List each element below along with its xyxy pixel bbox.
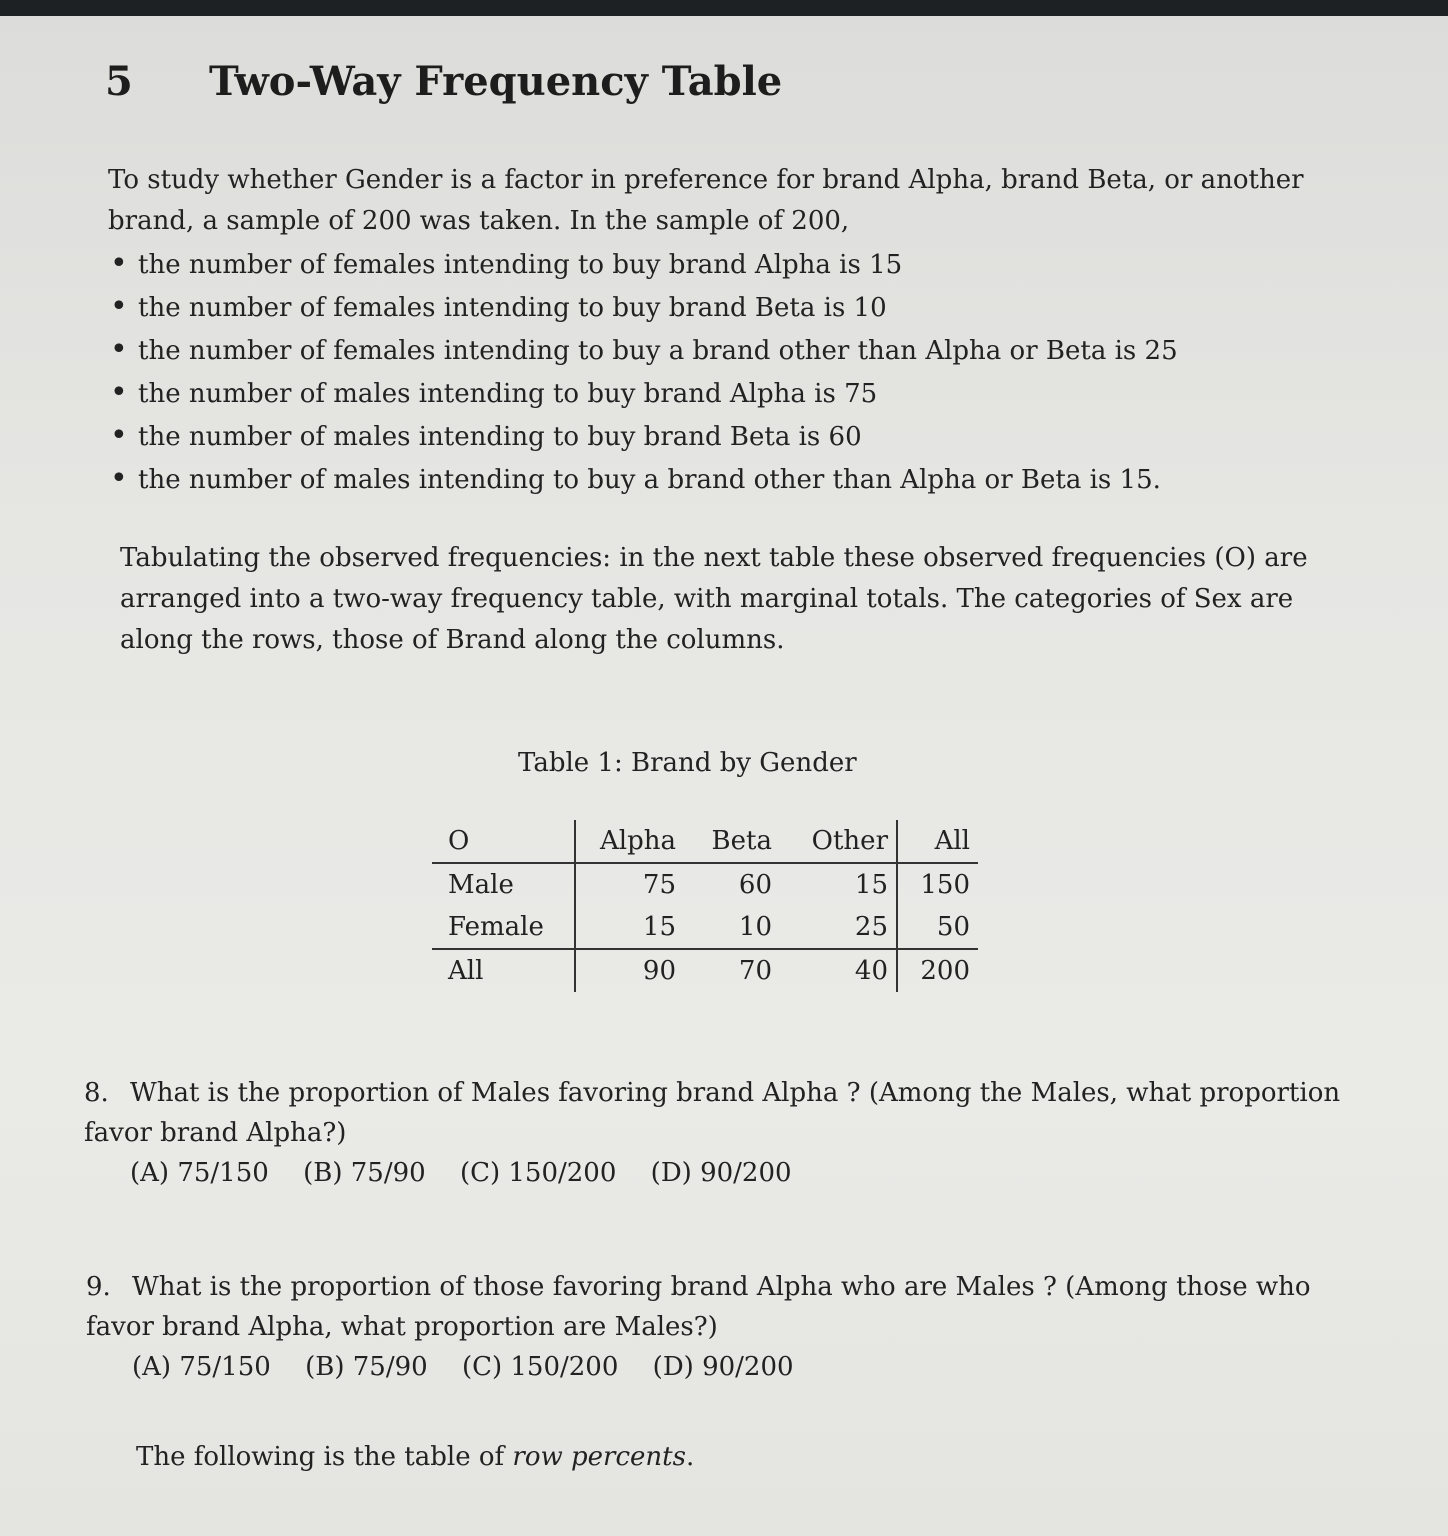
question-8 xyxy=(84,1073,1384,1193)
option-a[interactable]: (A) 75/150 xyxy=(132,1352,271,1382)
row-label: Female xyxy=(432,906,575,949)
table-cell: 200 xyxy=(920,956,970,986)
question-number: 9. xyxy=(86,1272,111,1302)
intro-paragraph: To study whether Gender is a factor in preference for brand Alpha, brand Beta, or another brand, a sample of 200 was taken. In the sample of 200, xyxy=(108,165,1304,236)
row-label: Male xyxy=(432,863,575,906)
list-item: • the number of males intending to buy brand Alpha is 75 xyxy=(110,372,1178,415)
header-beta: Beta xyxy=(711,826,772,856)
answer-options xyxy=(84,1153,1384,1193)
answer-options xyxy=(86,1347,1386,1387)
footer-emphasis: row percents xyxy=(512,1442,686,1472)
header-all: All xyxy=(934,826,970,856)
footer-sentence xyxy=(136,1442,694,1472)
section-title: Two-Way Frequency Table xyxy=(209,58,783,105)
frequency-table xyxy=(432,820,978,992)
footer-prefix: The following is the table of xyxy=(136,1442,513,1472)
header-other: Other xyxy=(780,820,897,863)
table-cell: 60 xyxy=(738,870,772,900)
list-item: • the number of males intending to buy brand Beta is 60 xyxy=(110,415,1178,458)
list-item: • the number of males intending to buy a brand other than Alpha or Beta is 15. xyxy=(110,458,1178,501)
table-cell: 50 xyxy=(936,912,970,942)
option-c[interactable]: (C) 150/200 xyxy=(461,1352,619,1382)
table-header-row xyxy=(432,820,978,863)
list-item: • the number of females intending to buy a brand other than Alpha or Beta is 25 xyxy=(110,329,1178,372)
question-text: What is the proportion of Males favoring brand Alpha ? (Among the Males, what proportion favor brand Alpha?) xyxy=(84,1078,1341,1148)
option-d[interactable]: (D) 90/200 xyxy=(652,1352,794,1382)
footer-suffix: . xyxy=(685,1442,695,1472)
table-cell: 70 xyxy=(738,956,772,986)
table-cell: 15 xyxy=(642,912,676,942)
header-alpha: Alpha xyxy=(600,826,676,856)
table-cell: 25 xyxy=(780,906,897,949)
table-corner: O xyxy=(432,820,575,863)
section-heading xyxy=(105,58,782,105)
table-row xyxy=(432,906,978,949)
option-a[interactable]: (A) 75/150 xyxy=(130,1158,269,1188)
list-item: • the number of females intending to buy brand Alpha is 15 xyxy=(110,243,1178,286)
list-item: • the number of females intending to buy brand Beta is 10 xyxy=(110,286,1178,329)
facts-list xyxy=(110,243,1178,501)
top-edge-bar xyxy=(0,0,1448,16)
table-cell: 40 xyxy=(780,949,897,992)
table-cell: 10 xyxy=(738,912,772,942)
table-caption: Table 1: Brand by Gender xyxy=(518,748,857,778)
option-d[interactable]: (D) 90/200 xyxy=(650,1158,792,1188)
table-cell: 90 xyxy=(642,956,676,986)
table-cell: 15 xyxy=(780,863,897,906)
question-number: 8. xyxy=(84,1078,109,1108)
section-number: 5 xyxy=(105,58,133,105)
question-9 xyxy=(86,1267,1386,1387)
table-cell: 75 xyxy=(642,870,676,900)
option-b[interactable]: (B) 75/90 xyxy=(303,1158,426,1188)
question-text: What is the proportion of those favoring brand Alpha who are Males ? (Among those who favor brand Alpha, what proportion are Males?) xyxy=(86,1272,1311,1342)
tabulating-paragraph: Tabulating the observed frequencies: in the next table these observed frequencies (O) are arranged into a two-way frequency table, with marginal totals. The categories of Sex are along the rows, those of Brand along the columns. xyxy=(120,543,1308,655)
table-cell: 150 xyxy=(920,870,970,900)
table-row xyxy=(432,863,978,906)
row-label: All xyxy=(432,949,575,992)
table-row xyxy=(432,949,978,992)
option-b[interactable]: (B) 75/90 xyxy=(305,1352,428,1382)
option-c[interactable]: (C) 150/200 xyxy=(459,1158,617,1188)
